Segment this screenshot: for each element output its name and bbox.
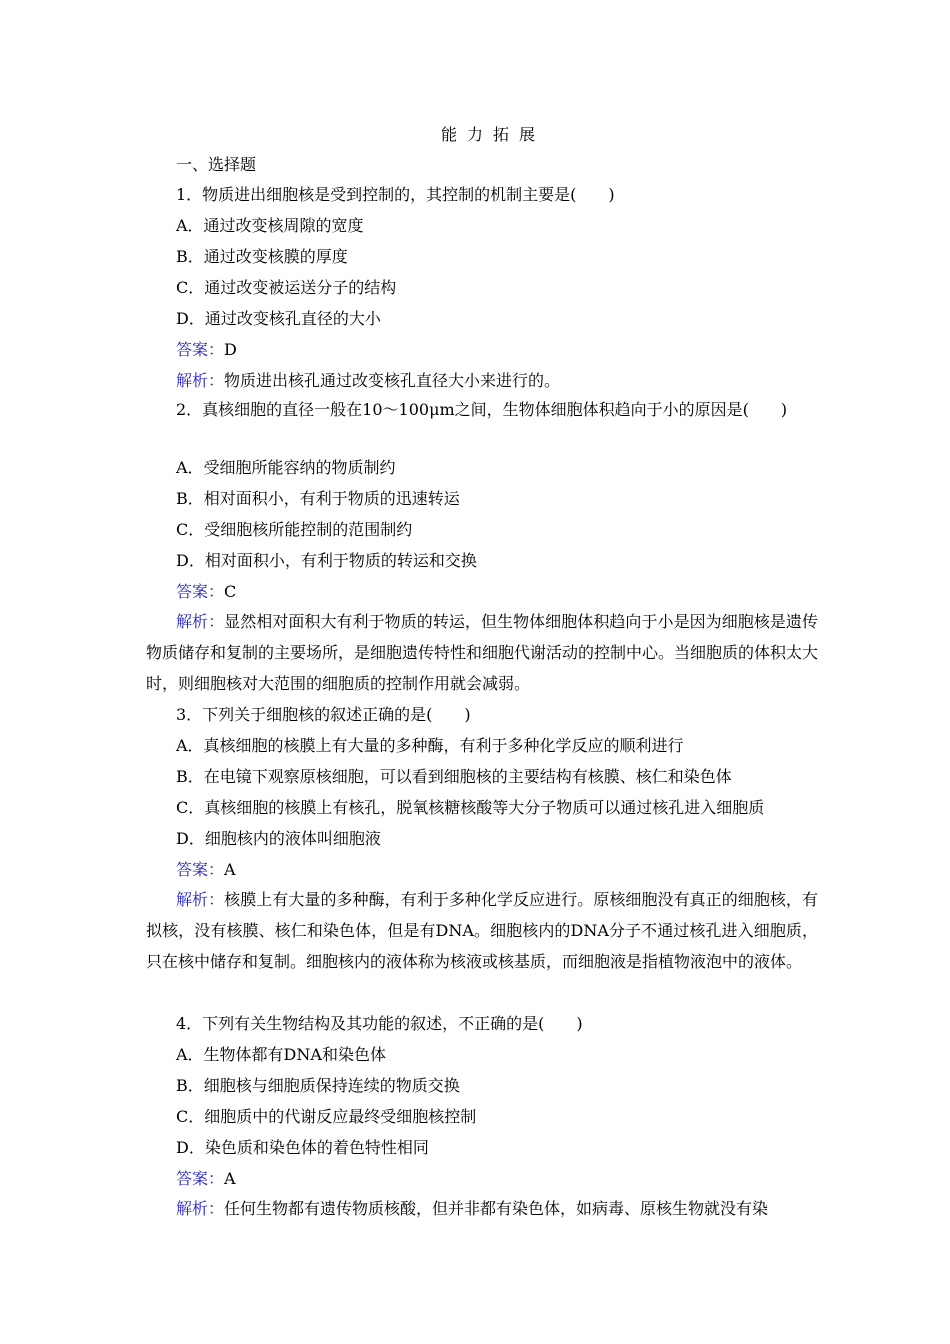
question-2-stem: 2．真核细胞的直径一般在10～100μm之间，生物体细胞体积趋向于小的原因是( )	[176, 400, 788, 419]
question-1-option-d: D．通过改变核孔直径的大小	[176, 309, 381, 328]
analysis-label: 解析：	[176, 612, 225, 631]
analysis-label: 解析：	[176, 371, 225, 390]
answer-label: 答案：	[176, 582, 225, 601]
question-2-option-a: A．受细胞所能容纳的物质制约	[176, 458, 396, 477]
page-title: 能力拓展	[440, 125, 545, 144]
question-3-option-c: C．真核细胞的核膜上有核孔，脱氧核糖核酸等大分子物质可以通过核孔进入细胞质	[176, 798, 765, 817]
analysis-text: 核膜上有大量的多种酶，有利于多种化学反应进行。原核细胞没有真正的细胞核，有拟核，没有核膜、核仁和染色体，但是有DNA。细胞核内的DNA分子不通过核孔进入细胞质，只在核中储存和复制。细胞核内的液体称为核液或核基质，而细胞液是指植物液泡中的液体。	[146, 890, 818, 971]
question-2-option-c: C．受细胞核所能控制的范围制约	[176, 520, 413, 539]
question-2-answer	[176, 581, 236, 603]
question-3-option-b: B．在电镜下观察原核细胞，可以看到细胞核的主要结构有核膜、核仁和染色体	[176, 767, 732, 786]
answer-label: 答案：	[176, 1169, 225, 1188]
question-1-option-b: B．通过改变核膜的厚度	[176, 247, 348, 266]
question-3-analysis	[146, 884, 818, 977]
question-1-option-c: C．通过改变被运送分子的结构	[176, 278, 397, 297]
analysis-text: 显然相对面积大有利于物质的转运，但生物体细胞体积趋向于小是因为细胞核是遗传物质储存和复制的主要场所，是细胞遗传特性和细胞代谢活动的控制中心。当细胞质的体积太大时，则细胞核对大范围的细胞质的控制作用就会减弱。	[146, 612, 819, 693]
answer-value: C	[224, 582, 237, 601]
section-heading: 一、选择题	[176, 155, 257, 174]
question-3-stem: 3．下列关于细胞核的叙述正确的是( )	[176, 705, 471, 724]
analysis-text: 物质进出核孔通过改变核孔直径大小来进行的。	[224, 371, 561, 390]
answer-value: D	[224, 340, 237, 359]
question-4-option-a: A．生物体都有DNA和染色体	[176, 1045, 386, 1064]
answer-value: A	[224, 860, 236, 879]
question-3-option-d: D．细胞核内的液体叫细胞液	[176, 829, 381, 848]
question-4-option-c: C．细胞质中的代谢反应最终受细胞核控制	[176, 1107, 477, 1126]
question-4-option-d: D．染色质和染色体的着色特性相同	[176, 1138, 429, 1157]
question-1-analysis	[176, 370, 560, 392]
question-2-option-d: D．相对面积小，有利于物质的转运和交换	[176, 551, 477, 570]
question-1-stem: 1．物质进出细胞核是受到控制的，其控制的机制主要是( )	[176, 185, 615, 204]
analysis-label: 解析：	[176, 890, 225, 909]
question-3-option-a: A．真核细胞的核膜上有大量的多种酶，有利于多种化学反应的顺利进行	[176, 736, 684, 755]
analysis-text: 任何生物都有遗传物质核酸，但并非都有染色体，如病毒、原核生物就没有染	[224, 1199, 769, 1218]
question-2-analysis	[146, 606, 818, 699]
question-4-stem: 4．下列有关生物结构及其功能的叙述，不正确的是( )	[176, 1014, 583, 1033]
question-4-answer	[176, 1168, 236, 1190]
question-4-option-b: B．细胞核与细胞质保持连续的物质交换	[176, 1076, 460, 1095]
analysis-label: 解析：	[176, 1199, 225, 1218]
question-1-answer	[176, 339, 237, 361]
answer-label: 答案：	[176, 860, 225, 879]
answer-label: 答案：	[176, 340, 225, 359]
question-4-analysis	[146, 1193, 818, 1224]
question-1-option-a: A．通过改变核周隙的宽度	[176, 216, 364, 235]
answer-value: A	[224, 1169, 236, 1188]
question-2-option-b: B．相对面积小，有利于物质的迅速转运	[176, 489, 460, 508]
question-3-answer	[176, 859, 236, 881]
